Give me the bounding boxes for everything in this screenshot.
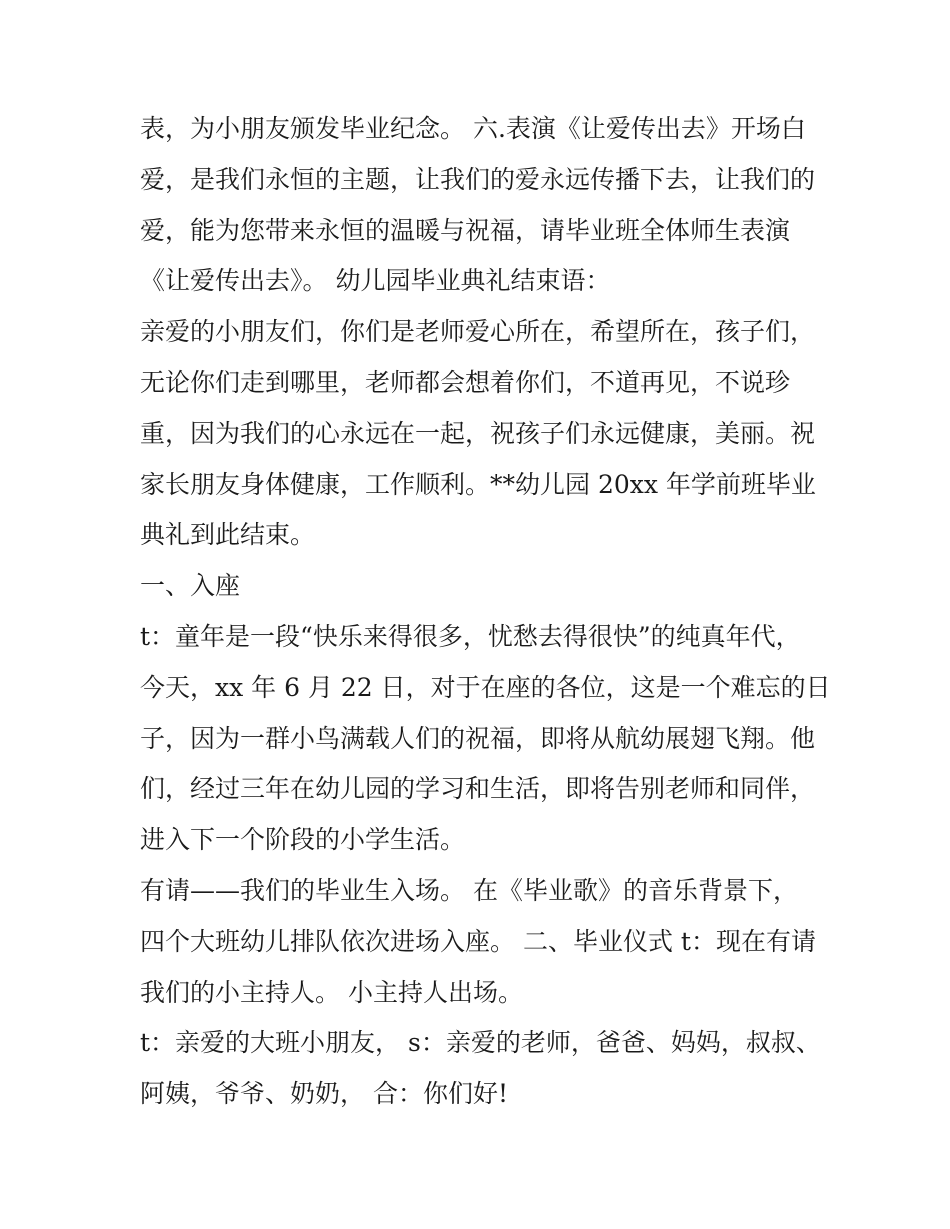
text-line: 亲爱的小朋友们，你们是老师爱心所在，希望所在，孩子们， — [140, 317, 816, 347]
text-line: 有请——我们的毕业生入场。 在《毕业歌》的音乐背景下， — [140, 875, 798, 905]
body-text — [140, 104, 831, 1120]
text-line: t：童年是一段“快乐来得很多，忧愁去得很快”的纯真年代， — [140, 621, 801, 651]
text-line: 家长朋友身体健康，工作顺利。**幼儿园 20xx 年学前班毕业 — [140, 469, 816, 499]
text-line: 们，经过三年在幼儿园的学习和生活，即将告别老师和同伴， — [140, 774, 816, 804]
text-line: 进入下一个阶段的小学生活。 — [140, 825, 466, 855]
text-line: 表，为小朋友颁发毕业纪念。 六.表演《让爱传出去》开场白 — [140, 114, 806, 143]
text-line: 我们的小主持人。 小主持人出场。 — [140, 977, 523, 1007]
text-line: 今天，xx 年 6 月 22 日，对于在座的各位，这是一个难忘的日 — [140, 672, 831, 702]
text-line: 阿姨，爷爷、奶奶， 合：你们好! — [140, 1079, 508, 1109]
text-line: 典礼到此结束。 — [140, 520, 316, 550]
text-line: 《让爱传出去》。 幼儿园毕业典礼结束语： — [140, 266, 611, 296]
text-line: 无论你们走到哪里，老师都会想着你们，不道再见，不说珍 — [140, 367, 791, 397]
text-line: 爱，是我们永恒的主题，让我们的爱永远传播下去，让我们的 — [140, 164, 816, 194]
text-line: t：亲爱的大班小朋友， s：亲爱的老师，爸爸、妈妈，叔叔、 — [140, 1028, 821, 1058]
text-line: 子，因为一群小鸟满载人们的祝福，即将从航幼展翅飞翔。他 — [140, 723, 816, 753]
text-line: 重，因为我们的心永远在一起，祝孩子们永远健康，美丽。祝 — [140, 418, 816, 448]
text-line: 四个大班幼儿排队依次进场入座。 二、毕业仪式 t：现在有请 — [140, 926, 816, 956]
section-heading: 一、入座 — [140, 571, 241, 601]
text-line: 爱，能为您带来永恒的温暖与祝福，请毕业班全体师生表演 — [140, 215, 791, 245]
